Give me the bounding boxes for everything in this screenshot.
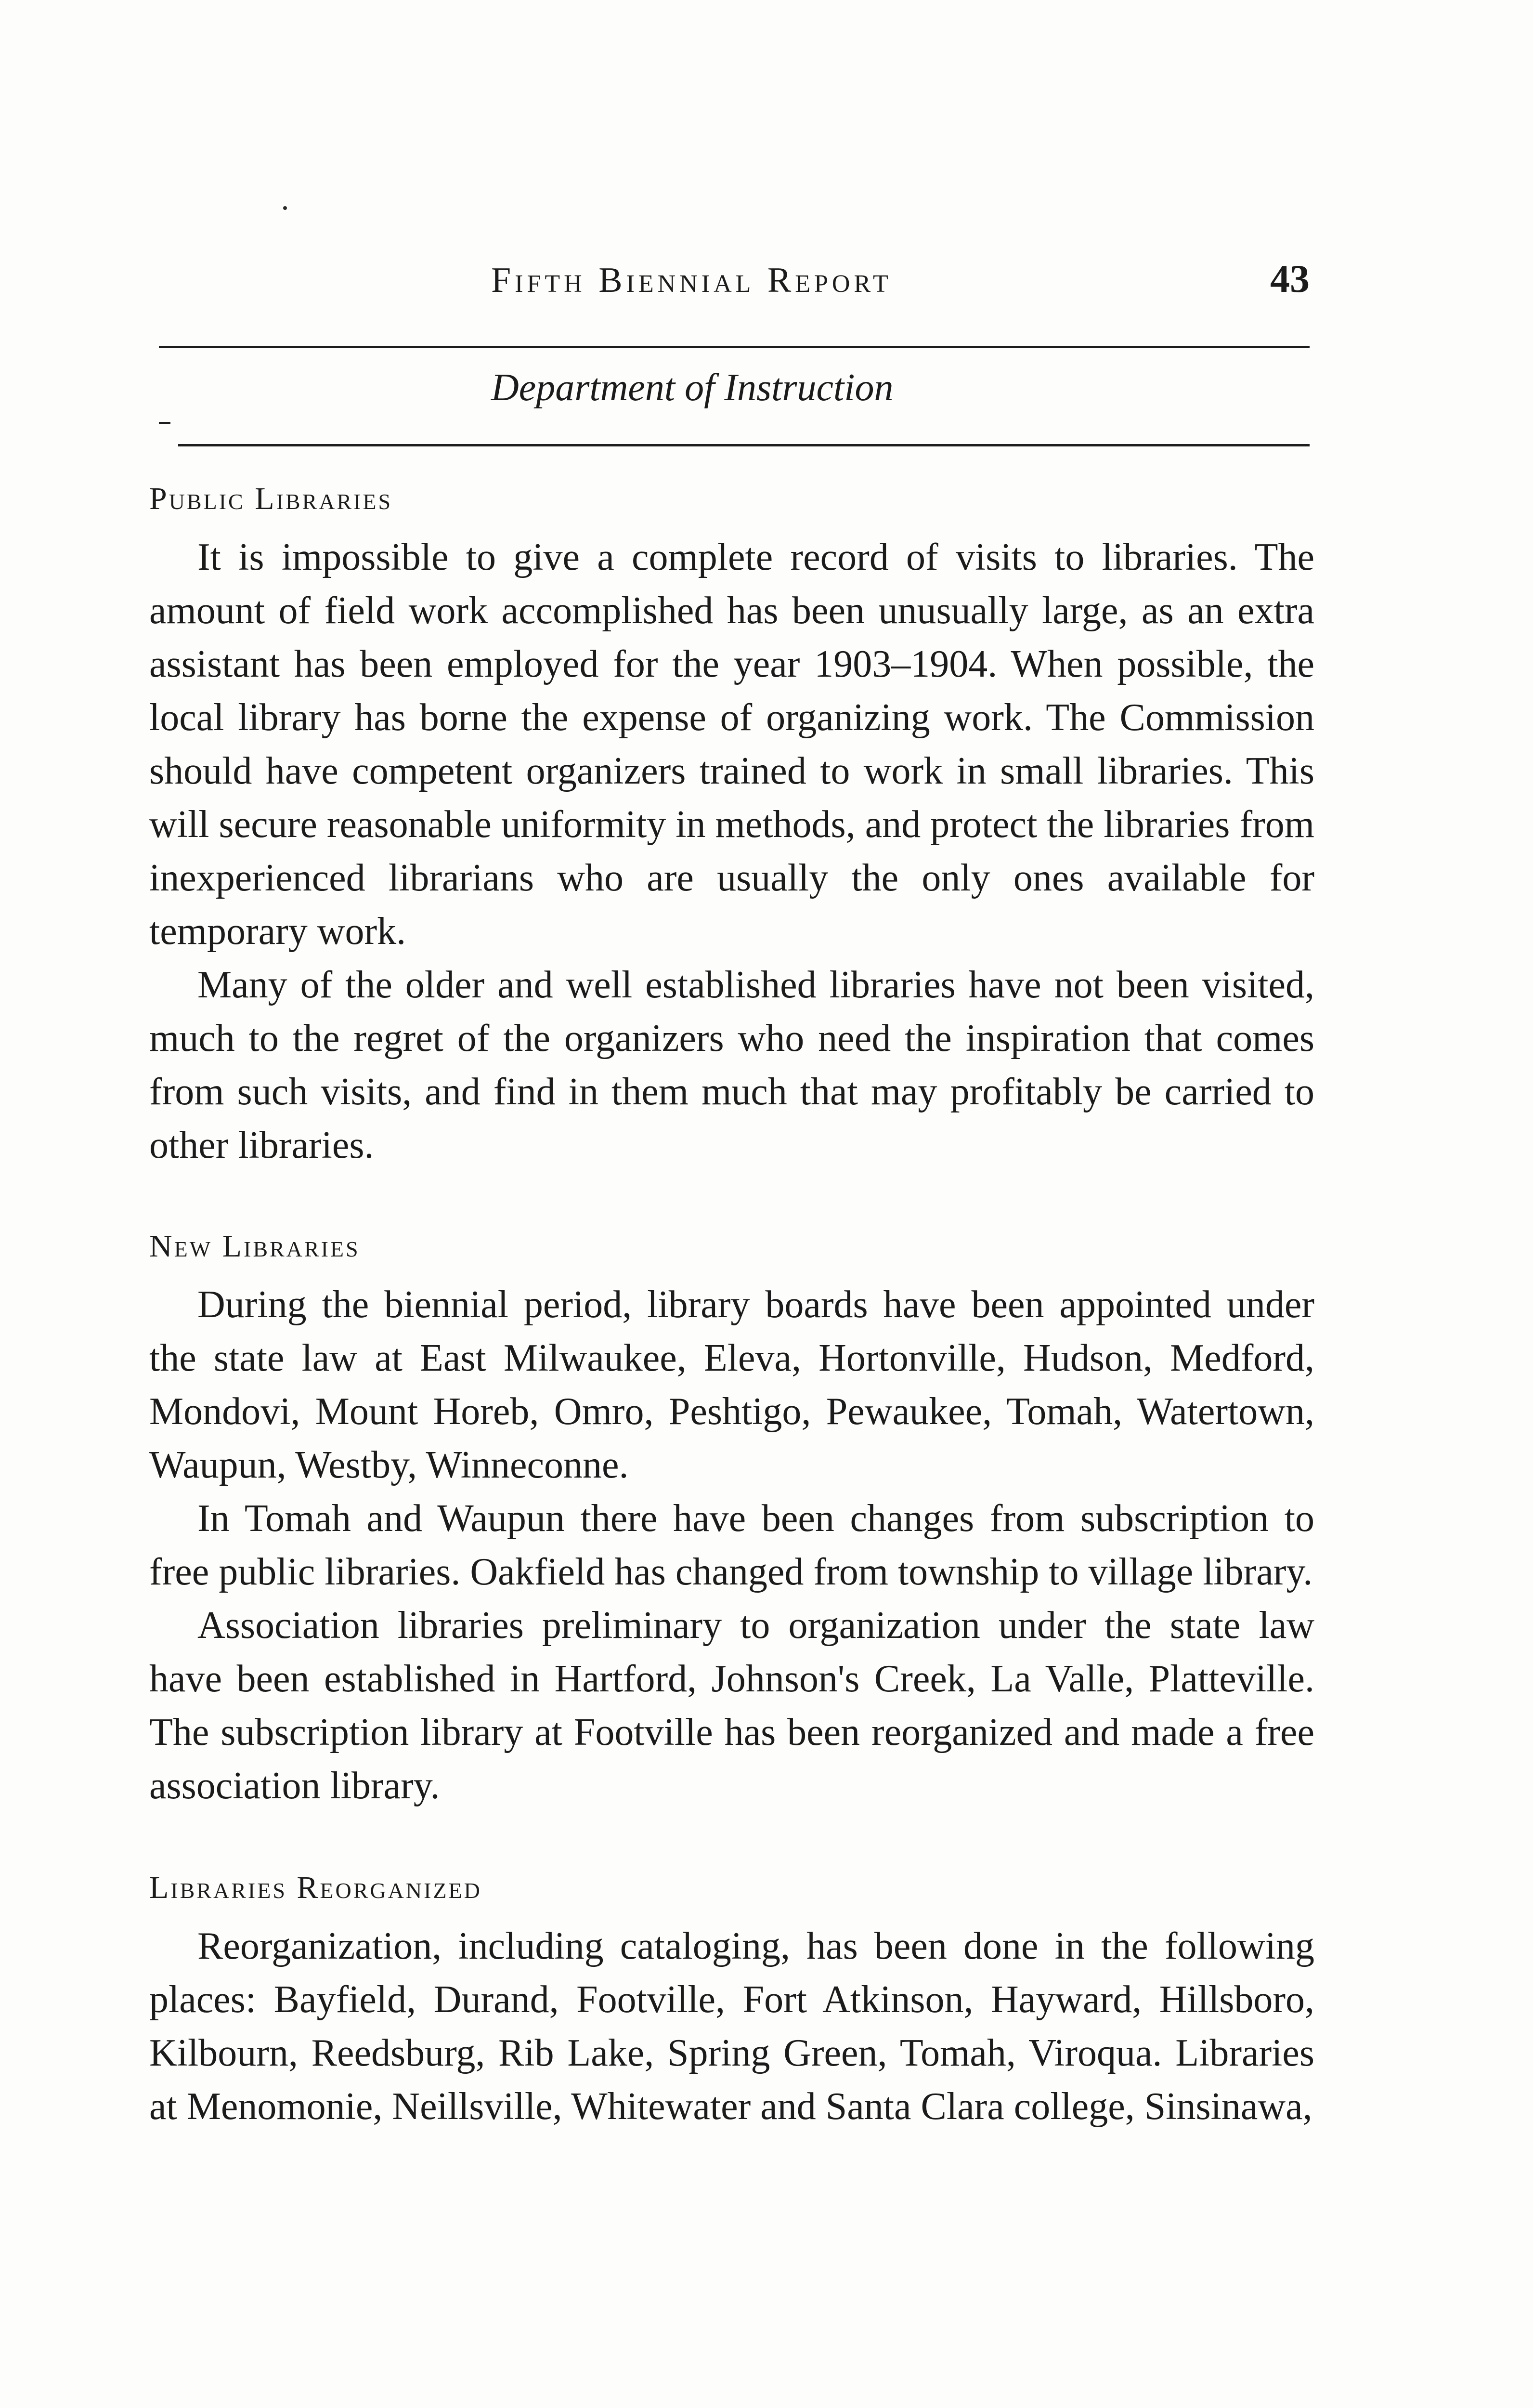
paragraph: Reorganization, including cataloging, has been done in the following places: Bayfield, Durand, Footville, Fort Atkinson, Hayward, Hillsboro, Kilbourn, Reedsburg, Rib Lake, Spring Green, Tomah, Viroqua. Libraries at Menomonie, Neillsville, Whitewater and Santa Clara college, Sinsinawa, (149, 1925, 1314, 2128)
section-spacer (149, 1172, 1314, 1224)
page-number: 43 (1270, 257, 1310, 301)
section-spacer (149, 1813, 1314, 1866)
header-rule-bottom (178, 444, 1310, 446)
paragraph: Many of the older and well established libraries have not been visited, much to the regret of the organizers who need the inspiration that comes from such visits, and find in them much that may profitably be carried to other libraries. (149, 964, 1314, 1166)
header-rule-dash (159, 422, 170, 424)
department-subtitle: Department of Instruction (491, 366, 894, 409)
header-rule-top (159, 346, 1310, 348)
section-heading-new-libraries: New Libraries (149, 1229, 360, 1264)
running-head (164, 257, 1310, 303)
paragraph: Association libraries preliminary to organization under the state law have been established in Hartford, Johnson's Creek, La Valle, Platteville. The subscription library at Footville has been reorganized and made a free association library. (149, 1604, 1314, 1807)
paragraph: During the biennial period, library boards have been appointed under the state law at East Milwaukee, Eleva, Hortonville, Hudson, Medford, Mondovi, Mount Horeb, Omro, Peshtigo, Pewaukee, Tomah, Watertown, Waupun, Westby, Winneconne. (149, 1283, 1314, 1486)
paragraph: In Tomah and Waupun there have been changes from subscription to free public libraries. Oakfield has changed from township to village library. (149, 1497, 1314, 1593)
page-body (149, 477, 1314, 2133)
section-heading-libraries-reorganized: Libraries Reorganized (149, 1870, 482, 1905)
paragraph: It is impossible to give a complete record of visits to libraries. The amount of field work accomplished has been unusually large, as an extra assistant has been employed for the year 1903–1904. When possible, the local library has borne the expense of organizing work. The Commission should have competent organizers trained to work in small libraries. This will secure reasonable uniformity in methods, and protect the libraries from inexperienced librarians who are usually the only ones available for temporary work. (149, 536, 1314, 953)
section-heading-public-libraries: Public Libraries (149, 481, 393, 516)
running-title: Fifth Biennial Report (491, 261, 892, 300)
print-speck (283, 206, 287, 210)
